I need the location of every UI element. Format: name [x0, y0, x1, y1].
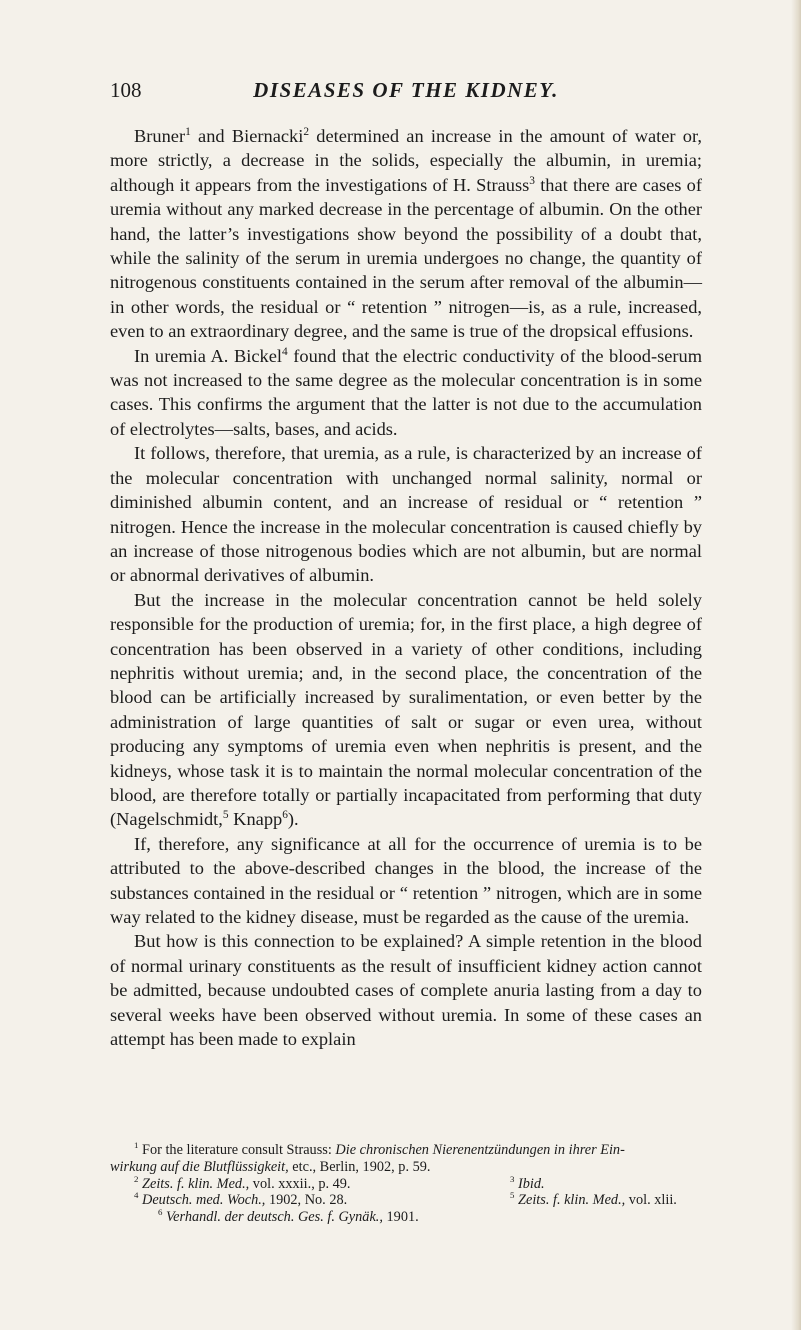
- footnote-marker: 4: [134, 1190, 139, 1201]
- italic-text: Deutsch. med. Woch.,: [142, 1192, 266, 1209]
- footnote-2: $^2$ Zeits. f. klin. Med., vol. xxxii., p. 49.: [134, 1173, 351, 1192]
- footnote-1: $^1$ For the literature consult Strauss: Die chronischen Nierenentzündungen in ihrer Ein- wirkung auf die Blutflüssigkeit, etc., Berlin, 1902, p. 59.: [110, 1140, 625, 1175]
- paragraph: It follows, therefore, that uremia, as a rule, is characterized by an increase of the molecular concentration with unchanged normal salinity, normal or diminished albumin content, and an increase of residual or “ retention ” nitrogen. Hence the increase in the molecular concentration is caused chiefly by an increase of those nitrogenous bodies which are not albumin, but are normal or abnormal derivatives of albumin.: [110, 443, 702, 586]
- footnote-4: $^4$ Deutsch. med. Woch., 1902, No. 28.: [134, 1190, 348, 1209]
- paragraph: But how is this connection to be explained? A simple retention in the blood of normal urinary constituents as the result of insufficient kidney action cannot be admitted, because undoubted cases of complete anuria lasting from a day to several weeks have been observed without uremia. In some of these cases an attempt has been made to explain: [110, 931, 702, 1050]
- footnote-marker: 6: [158, 1207, 163, 1218]
- footnote-6: $^6$ Verhandl. der deutsch. Ges. f. Gynäk., 1901.: [158, 1207, 419, 1226]
- footnote-row: [110, 1192, 710, 1209]
- paragraph: Bruner$^1$ and Biernacki$^2$ determined an increase in the amount of water or, more strictly, a decrease in the solids, especially the albumin, in uremia; although it appears from the investigations of H. Strauss$^3$ that there are cases of uremia without any marked decrease in the percentage of albumin. On the other hand, the latter’s investigations show beyond the possibility of a doubt that, while the salinity of the serum in uremia undergoes no change, the quantity of nitrogenous constituents contained in the serum after removal of the albumin—in other words, the residual or “ retention ” nitrogen—is, as a rule, increased, even to an extraordinary degree, and the same is true of the dropsical effusions.: [110, 125, 703, 342]
- body-text: [110, 124, 702, 1051]
- footnote-marker: 3: [529, 174, 535, 187]
- footnote-marker: 5: [510, 1190, 515, 1201]
- footnote-row: [110, 1209, 710, 1226]
- page-edge-shadow: [791, 0, 801, 1330]
- footnote-3: [510, 1173, 545, 1193]
- footnote-marker: 2: [303, 125, 310, 138]
- footnotes: [110, 1142, 710, 1226]
- footnote-5: $^5$ Zeits. f. klin. Med., vol. xlii.: [510, 1190, 677, 1209]
- footnote-marker: 4: [281, 345, 288, 358]
- paragraph: In uremia A. Bickel$^4$ found that the electric conductivity of the blood-serum was not increased to the same degree as the molecular concentration is in some cases. This confirms the argument that the latter is not due to the accumulation of electrolytes—salts, bases, and acids.: [110, 345, 703, 439]
- footnote-row: [110, 1173, 710, 1193]
- page-header: [110, 78, 702, 108]
- italic-text: wirkung auf die Blutflüssigkeit,: [110, 1158, 289, 1175]
- italic-text: Ibid.: [518, 1175, 545, 1192]
- italic-text: Verhandl. der deutsch. Ges. f. Gynäk.,: [166, 1209, 383, 1226]
- footnote-marker: 6: [282, 809, 288, 822]
- running-head: DISEASES OF THE KIDNEY.: [253, 78, 559, 102]
- paragraph: But the increase in the molecular concentration cannot be held solely responsible for the production of uremia; for, in the first place, a high degree of concentration has been observed in a variety of other conditions, including nephritis without uremia; and, in the second place, the concentration of the blood can be artificially increased by suralimentation, or even better by the administration of large quantities of salt or sugar or even urea, without producing any symptoms of uremia even when nephritis is present, and the kidneys, whose task it is to maintain the normal molecular concentration of the blood, are therefore totally or partially incapacitated from performing that duty (Nagelschmidt,$^5$ Knapp$^6$).: [110, 589, 702, 830]
- footnote-marker: 5: [222, 809, 229, 822]
- italic-text: Zeits. f. klin. Med.,: [142, 1175, 250, 1192]
- footnote-marker: 1: [134, 1140, 139, 1151]
- paragraph: If, therefore, any significance at all for the occurrence of uremia is to be attributed to the above-described changes in the blood, the increase of the substances contained in the residual or “ retention ” nitrogen, which are in some way related to the kidney disease, must be regarded as the cause of the uremia.: [110, 833, 702, 927]
- italic-text: Die chronischen Nierenentzündungen in ihrer Ein-: [335, 1142, 625, 1158]
- page-number: 108: [110, 78, 142, 102]
- italic-text: Zeits. f. klin. Med.,: [518, 1192, 626, 1209]
- footnote-marker: 1: [185, 125, 191, 138]
- footnote-marker: 3: [510, 1173, 515, 1184]
- footnote-marker: 2: [134, 1173, 139, 1184]
